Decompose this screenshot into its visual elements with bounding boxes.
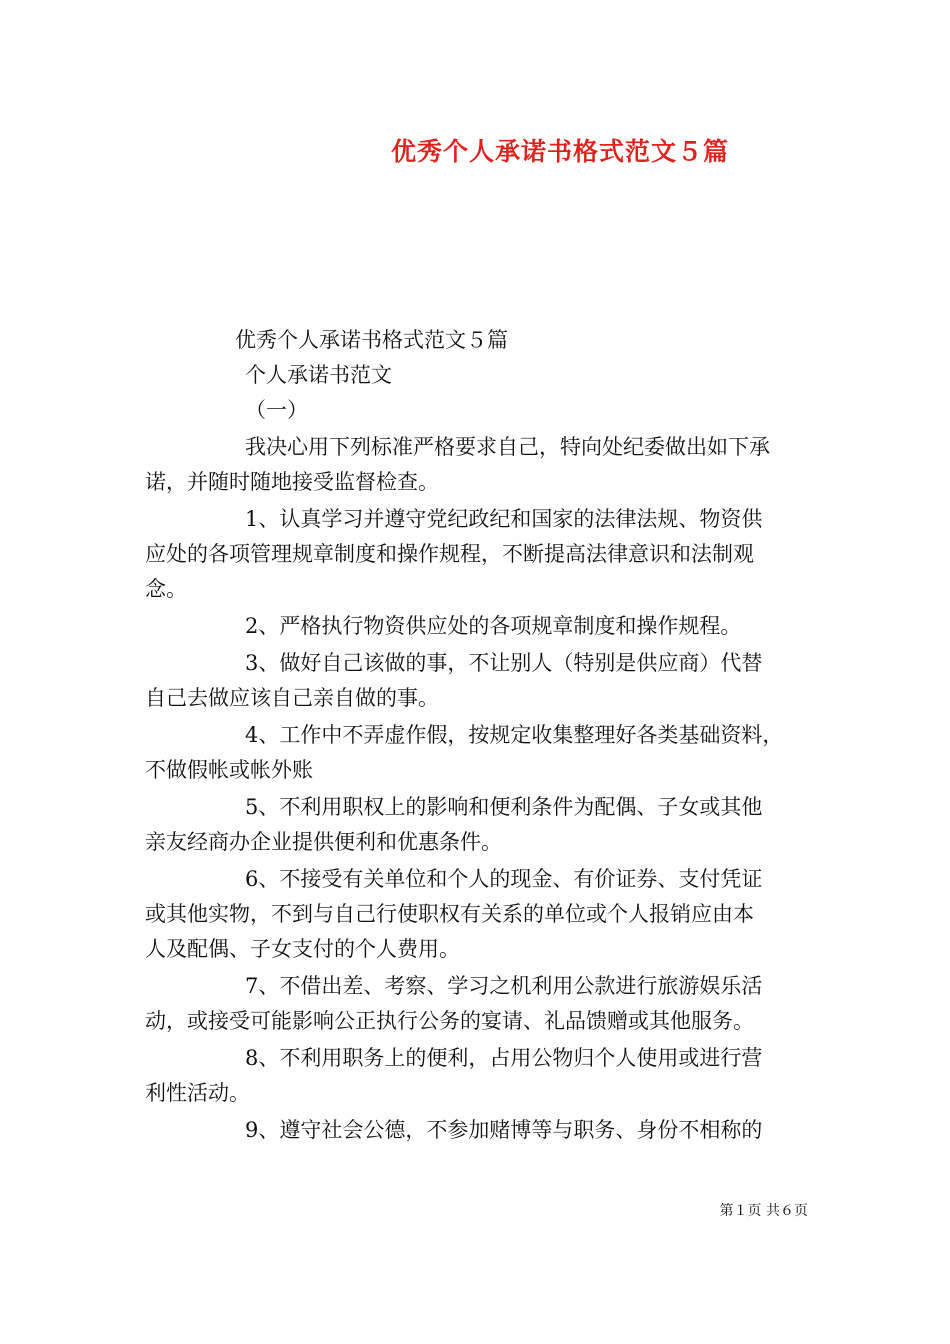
paragraph: [145, 718, 810, 788]
page-footer: 第１页 共６页: [719, 1203, 808, 1219]
paragraph: [145, 609, 810, 644]
paragraph-line: 人及配偶、子女支付的个人费用。: [145, 937, 460, 961]
paragraph: [145, 862, 810, 967]
paragraph-line: 诺，并随时随地接受监督检查。: [145, 470, 439, 494]
section-number: （一）: [245, 398, 308, 422]
paragraph-line: 7、不借出差、考察、学习之机利用公款进行旅游娱乐活: [245, 974, 763, 998]
paragraph-line: 不做假帐或帐外账: [145, 758, 313, 782]
paragraph: [145, 430, 810, 500]
paragraph-line: 2、严格执行物资供应处的各项规章制度和操作规程。: [245, 614, 742, 638]
paragraph-line: 8、不利用职务上的便利，占用公物归个人使用或进行营: [245, 1046, 763, 1070]
paragraph: [145, 969, 810, 1039]
paragraph: [145, 1113, 810, 1148]
paragraph-list: [145, 430, 810, 1148]
document-subtitle: 优秀个人承诺书格式范文５篇: [235, 328, 508, 352]
paragraph-line: 应处的各项管理规章制度和操作规程，不断提高法律意识和法制观: [145, 542, 754, 566]
paragraph-line: 动，或接受可能影响公正执行公务的宴请、礼品馈赠或其他服务。: [145, 1009, 754, 1033]
paragraph-line: 1、认真学习并遵守党纪政纪和国家的法律法规、物资供: [245, 507, 763, 531]
paragraph-line: 我决心用下列标准严格要求自己，特向处纪委做出如下承: [245, 435, 770, 459]
section-heading: 个人承诺书范文: [245, 363, 392, 387]
paragraph-line: 9、遵守社会公德，不参加赌博等与职务、身份不相称的: [245, 1118, 763, 1142]
paragraph-line: 或其他实物，不到与自己行使职权有关系的单位或个人报销应由本: [145, 902, 754, 926]
paragraph-line: 4、工作中不弄虚作假，按规定收集整理好各类基础资料，: [245, 723, 784, 747]
paragraph-line: 利性活动。: [145, 1081, 250, 1105]
document-body: [145, 323, 810, 1148]
paragraph: [145, 646, 810, 716]
paragraph-line: 自己去做应该自己亲自做的事。: [145, 686, 439, 710]
paragraph-line: 亲友经商办企业提供便利和优惠条件。: [145, 830, 502, 854]
paragraph-line: 6、不接受有关单位和个人的现金、有价证券、支付凭证: [245, 867, 763, 891]
paragraph-line: 念。: [145, 577, 187, 601]
paragraph-line: 5、不利用职权上的影响和便利条件为配偶、子女或其他: [245, 795, 763, 819]
paragraph: [145, 1041, 810, 1111]
document-title: 优秀个人承诺书格式范文５篇: [390, 137, 729, 166]
paragraph-line: 3、做好自己该做的事，不让别人（特别是供应商）代替: [245, 651, 763, 675]
paragraph: [145, 790, 810, 860]
paragraph: [145, 502, 810, 607]
